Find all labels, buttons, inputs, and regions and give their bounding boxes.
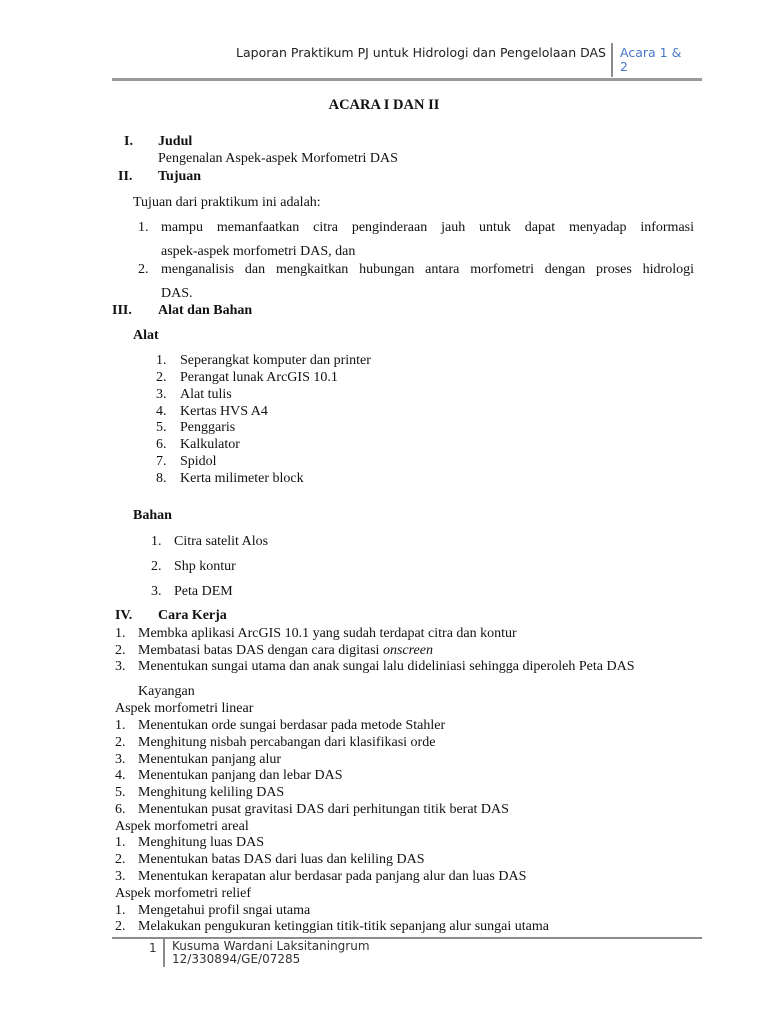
- section-3-heading: Alat dan Bahan: [158, 303, 253, 318]
- footer-author: Kusuma Wardani Laksitaningrum: [172, 939, 370, 953]
- section-2-number: II.: [118, 169, 133, 184]
- alat-item: Spidol: [180, 454, 217, 469]
- step-item: Membka aplikasi ArcGIS 10.1 yang sudah terdapat citra dan kontur: [138, 626, 517, 641]
- relief-heading: Aspek morfometri relief: [115, 886, 252, 901]
- list-item-number: 1.: [115, 718, 126, 733]
- footer-student-id: 12/330894/GE/07285: [172, 952, 301, 966]
- step-item-text: Membatasi batas DAS dengan cara digitasi: [138, 643, 383, 658]
- areal-heading: Aspek morfometri areal: [115, 819, 249, 834]
- list-item-number: 2.: [115, 643, 126, 658]
- section-1-number: I.: [124, 134, 133, 149]
- list-item-number: 1.: [115, 903, 126, 918]
- page-title: ACARA I DAN II: [328, 97, 440, 113]
- step-item: Menentukan sungai utama dan anak sungai lalu dideliniasi sehingga diperoleh Peta DAS: [138, 659, 635, 674]
- page-number: 1: [149, 941, 157, 955]
- list-item-number: 1.: [156, 353, 167, 368]
- bahan-item: Shp kontur: [174, 559, 236, 574]
- linear-heading: Aspek morfometri linear: [115, 701, 254, 716]
- step-item: [138, 644, 433, 658]
- section-4-number: IV.: [115, 608, 133, 623]
- footer-divider: [163, 939, 165, 967]
- section-3-number: III.: [112, 303, 132, 318]
- alat-item: Perangat lunak ArcGIS 10.1: [180, 370, 338, 385]
- tujuan-item-1-line2: aspek-aspek morfometri DAS, dan: [161, 244, 356, 259]
- section-2-heading: Tujuan: [158, 169, 202, 184]
- list-item-number: 8.: [156, 471, 167, 486]
- section-4-heading: Cara Kerja: [158, 608, 227, 623]
- header-rule: [112, 78, 702, 81]
- header-tag-line2: 2: [620, 59, 628, 74]
- tujuan-item-2-line2: DAS.: [161, 286, 193, 301]
- list-item-number: 2.: [115, 735, 126, 750]
- alat-item: Penggaris: [180, 420, 236, 435]
- header-tag-line1: Acara 1 &: [620, 45, 682, 60]
- linear-item: Menentukan panjang dan lebar DAS: [138, 768, 343, 783]
- list-item-number: 6.: [115, 802, 126, 817]
- list-item-number: 2.: [115, 852, 126, 867]
- list-item-number: 2.: [138, 262, 149, 277]
- tujuan-item-2-line1: menganalisis dan mengkaitkan hubungan antara morfometri dengan proses hidrologi: [161, 262, 694, 277]
- list-item-number: 3.: [156, 387, 167, 402]
- section-2-intro: Tujuan dari praktikum ini adalah:: [133, 195, 321, 210]
- areal-item: Menghitung luas DAS: [138, 835, 264, 850]
- relief-item: Mengetahui profil sngai utama: [138, 903, 311, 918]
- bahan-item: Citra satelit Alos: [174, 534, 269, 549]
- list-item-number: 2.: [151, 559, 162, 574]
- list-item-number: 6.: [156, 437, 167, 452]
- list-item-number: 1.: [151, 534, 162, 549]
- list-item-number: 1.: [115, 835, 126, 850]
- list-item-number: 7.: [156, 454, 167, 469]
- list-item-number: 2.: [115, 919, 126, 934]
- list-item-number: 5.: [156, 420, 167, 435]
- areal-item: Menentukan batas DAS dari luas dan keliling DAS: [138, 852, 425, 867]
- list-item-number: 1.: [138, 220, 149, 235]
- bahan-item: Peta DEM: [174, 584, 233, 599]
- list-item-number: 2.: [156, 370, 167, 385]
- linear-item: Menghitung keliling DAS: [138, 785, 285, 800]
- step-item-continuation: Kayangan: [138, 684, 195, 699]
- alat-item: Kertas HVS A4: [180, 404, 268, 419]
- list-item-number: 1.: [115, 626, 126, 641]
- linear-item: Menentukan panjang alur: [138, 752, 282, 767]
- header-title: Laporan Praktikum PJ untuk Hidrologi dan Pengelolaan DAS: [236, 45, 606, 60]
- list-item-number: 4.: [156, 404, 167, 419]
- relief-item: Melakukan pengukuran ketinggian titik-titik sepanjang alur sungai utama: [138, 919, 549, 934]
- list-item-number: 5.: [115, 785, 126, 800]
- alat-item: Kalkulator: [180, 437, 240, 452]
- tujuan-item-1-line1: mampu memanfaatkan citra penginderaan jauh untuk dapat menyadap informasi: [161, 220, 694, 235]
- areal-item: Menentukan kerapatan alur berdasar pada panjang alur dan luas DAS: [138, 869, 527, 884]
- header-divider: [611, 43, 613, 77]
- bahan-heading: Bahan: [133, 508, 172, 523]
- linear-item: Menentukan orde sungai berdasar pada metode Stahler: [138, 718, 446, 733]
- list-item-number: 3.: [115, 752, 126, 767]
- step-item-emphasis: onscreen: [382, 643, 433, 658]
- alat-heading: Alat: [133, 328, 159, 343]
- list-item-number: 3.: [151, 584, 162, 599]
- list-item-number: 3.: [115, 659, 126, 674]
- alat-item: Kerta milimeter block: [180, 471, 304, 486]
- list-item-number: 3.: [115, 869, 126, 884]
- alat-item: Seperangkat komputer dan printer: [180, 353, 371, 368]
- alat-item: Alat tulis: [180, 387, 232, 402]
- section-1-text: Pengenalan Aspek-aspek Morfometri DAS: [158, 151, 398, 166]
- section-1-heading: Judul: [158, 134, 193, 149]
- linear-item: Menghitung nisbah percabangan dari klasifikasi orde: [138, 735, 436, 750]
- linear-item: Menentukan pusat gravitasi DAS dari perhitungan titik berat DAS: [138, 802, 509, 817]
- list-item-number: 4.: [115, 768, 126, 783]
